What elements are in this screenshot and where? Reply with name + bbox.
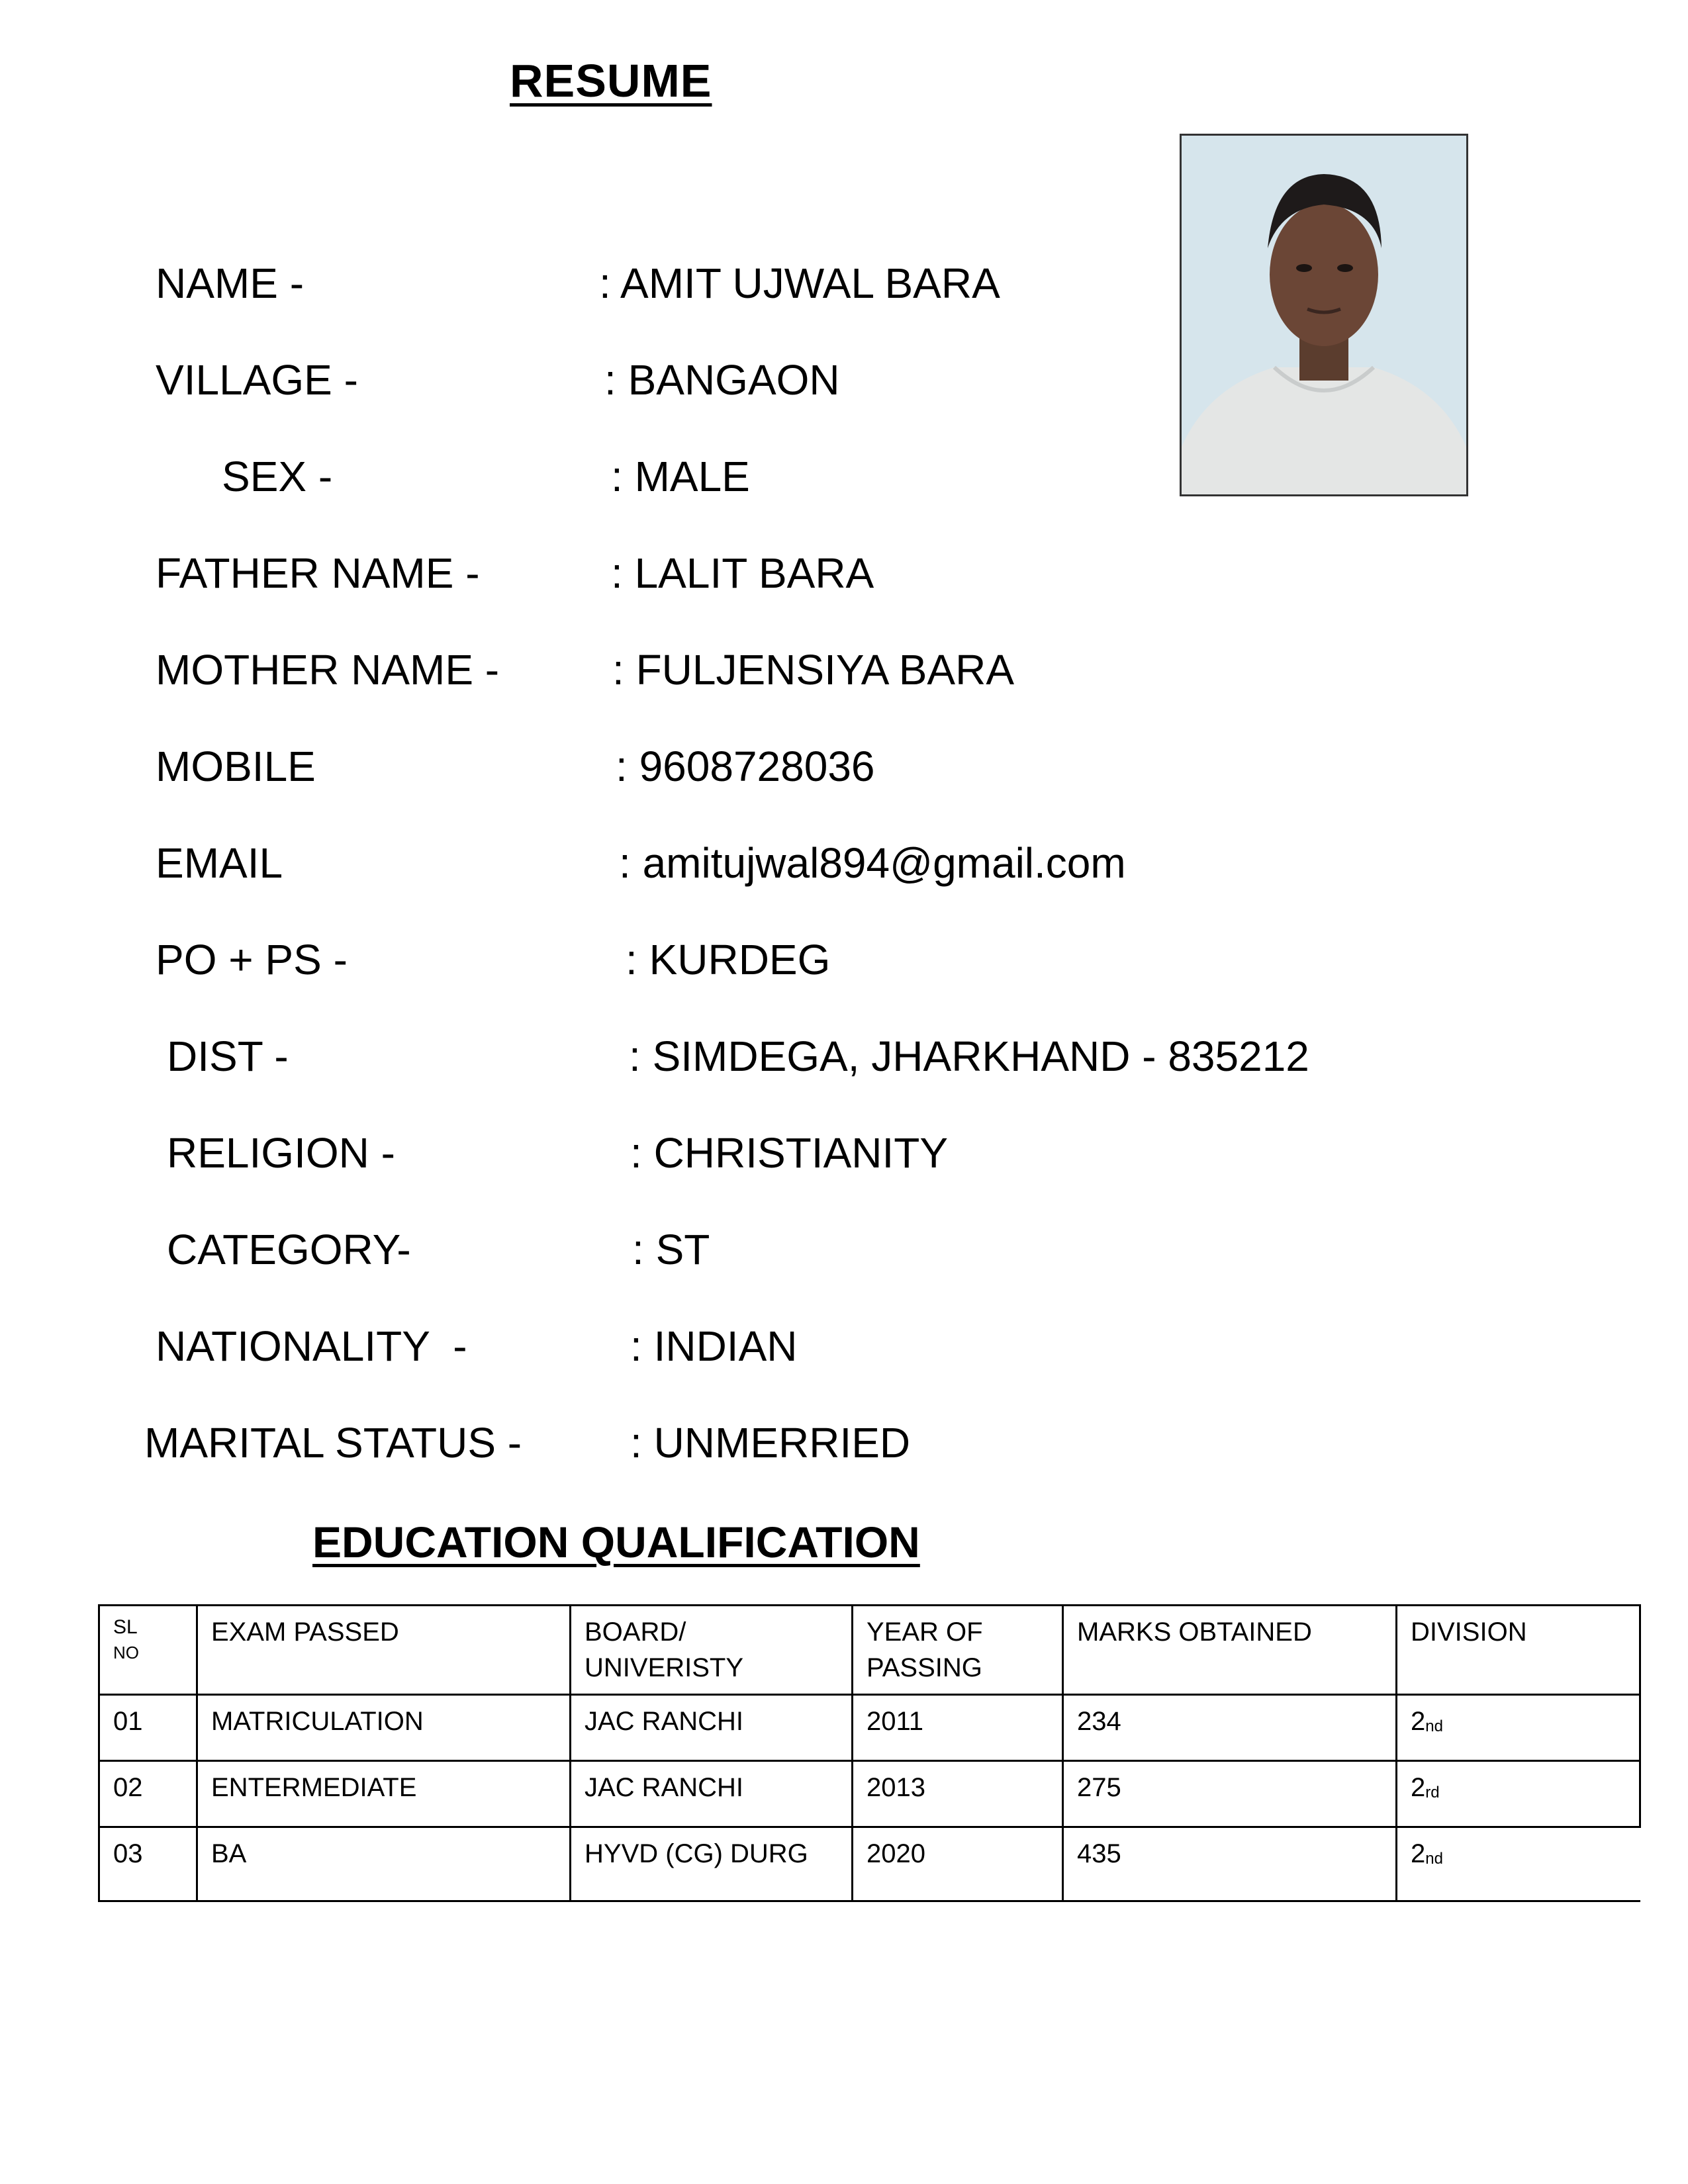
info-value: : AMIT UJWAL BARA (599, 259, 1000, 307)
info-value: : INDIAN (630, 1322, 798, 1370)
table-row (99, 1827, 1640, 1901)
cell-board: JAC RANCHI (571, 1761, 853, 1827)
person-photo-illustration (1182, 136, 1466, 494)
info-value: : KURDEG (626, 936, 831, 983)
info-value: : FULJENSIYA BARA (612, 646, 1014, 694)
info-label: SEX - (222, 453, 333, 500)
cell-year: 2011 (853, 1695, 1063, 1761)
division-suffix: nd (1425, 1717, 1443, 1735)
info-label: NAME - (156, 259, 304, 307)
info-value: : CHRISTIANITY (630, 1129, 949, 1177)
table-row (99, 1695, 1640, 1761)
info-value: : BANGAON (604, 356, 840, 404)
info-value: : UNMERRIED (630, 1419, 911, 1467)
cell-marks: 435 (1063, 1827, 1397, 1901)
header-sl: SL (113, 1616, 138, 1638)
division-number: 2 (1411, 1839, 1426, 1868)
cell-sl: 01 (99, 1695, 197, 1761)
column-header-year-of-passing: YEAR OF PASSING (853, 1606, 1063, 1695)
info-label: FATHER NAME - (156, 549, 480, 597)
info-label: CATEGORY- (167, 1226, 411, 1273)
column-header-marks-obtained: MARKS OBTAINED (1063, 1606, 1397, 1695)
table-header-row (99, 1606, 1640, 1695)
info-value: : SIMDEGA, JHARKHAND - 835212 (629, 1032, 1309, 1080)
info-label: VILLAGE - (156, 356, 358, 404)
cell-sl: 03 (99, 1827, 197, 1901)
info-value: : LALIT BARA (611, 549, 874, 597)
cell-division (1397, 1827, 1640, 1901)
table-row (99, 1761, 1640, 1827)
info-label: PO + PS - (156, 936, 348, 983)
info-label: MOTHER NAME - (156, 646, 500, 694)
info-label: NATIONALITY - (156, 1322, 467, 1370)
education-heading: EDUCATION QUALIFICATION (312, 1518, 920, 1567)
division-number: 2 (1411, 1773, 1426, 1802)
cell-year: 2013 (853, 1761, 1063, 1827)
cell-exam: BA (197, 1827, 571, 1901)
cell-sl: 02 (99, 1761, 197, 1827)
profile-photo (1180, 134, 1468, 496)
cell-board: HYVD (CG) DURG (571, 1827, 853, 1901)
cell-marks: 234 (1063, 1695, 1397, 1761)
column-header-exam-passed: EXAM PASSED (197, 1606, 571, 1695)
division-number: 2 (1411, 1707, 1426, 1736)
info-label: DIST - (167, 1032, 289, 1080)
division-suffix: rd (1425, 1784, 1440, 1801)
cell-marks: 275 (1063, 1761, 1397, 1827)
column-header-division: DIVISION (1397, 1606, 1640, 1695)
info-value: : ST (632, 1226, 710, 1273)
cell-year: 2020 (853, 1827, 1063, 1901)
column-header-board-university: BOARD/ UNIVERISTY (571, 1606, 853, 1695)
info-value: : 9608728036 (616, 743, 875, 790)
info-label: MOBILE (156, 743, 316, 790)
document-title: RESUME (510, 55, 712, 107)
cell-board: JAC RANCHI (571, 1695, 853, 1761)
division-suffix: nd (1425, 1850, 1443, 1868)
info-value: : MALE (611, 453, 750, 500)
cell-division (1397, 1695, 1640, 1761)
info-value: : amitujwal894@gmail.com (619, 839, 1126, 887)
education-table (98, 1604, 1641, 1902)
column-header-sl-no (99, 1606, 197, 1695)
info-label: EMAIL (156, 839, 283, 887)
cell-division (1397, 1761, 1640, 1827)
cell-exam: MATRICULATION (197, 1695, 571, 1761)
cell-exam: ENTERMEDIATE (197, 1761, 571, 1827)
header-no: NO (113, 1642, 139, 1662)
info-label: RELIGION - (167, 1129, 395, 1177)
info-label: MARITAL STATUS - (144, 1419, 522, 1467)
